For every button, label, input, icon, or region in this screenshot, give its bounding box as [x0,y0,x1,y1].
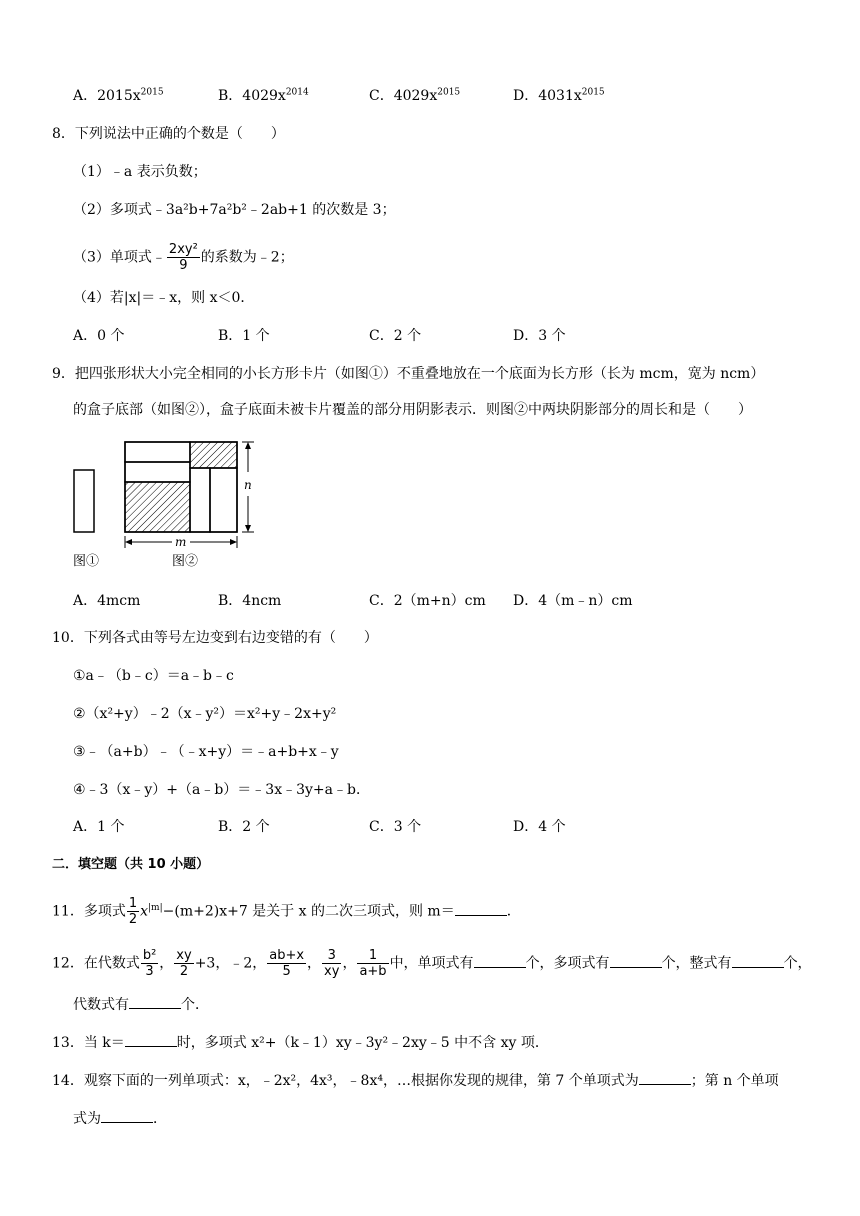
fig2-shade-top-right [190,442,237,468]
q8-s3-prefix: （3）单项式﹣ [73,249,166,266]
fig2-card-top1 [125,442,190,462]
section-heading: 二．填空题（共 10 小题） [52,857,210,872]
q10-option-a: A．1 个 [73,819,125,835]
q9-stem-line2: 的盒子底部（如图②），盒子底面未被卡片覆盖的部分用阴影表示．则图②中两块阴影部分的周长和是（ ） [73,402,752,418]
q9-figure [68,436,268,558]
q10-expr-3: ③﹣（a+b）﹣（﹣x+y）＝﹣a+b+x﹣y [73,744,339,760]
q10-expr-4: ④﹣3（x﹣y）+（a﹣b）＝﹣3x﹣3y+a﹣b． [73,782,370,798]
q10-expr-1: ①a﹣（b﹣c）＝a﹣b﹣c [73,668,234,684]
q12-line1: 12．在代数式 $\frac{\text{b²}}{3}$ ， $\frac{xy}{2}$ +3，﹣2， $\frac{ab+x}{5}$ ， $\frac{3}{xy}$ ， $\frac{1}{a+b}$ 中，单项式有 个，多项式有 个，整式有 个， [52,948,812,979]
q12-blank-2[interactable] [610,953,662,968]
n-label: n [244,478,252,492]
fig2-label: 图② [172,554,199,569]
q7-option-a: A．$2015x^{2015}$ [73,87,164,104]
q8-s3-fraction: $\frac{\text{2xy²}}{9}$ [168,242,198,273]
q8-statement-1: （1）﹣a 表示负数； [73,164,207,180]
q8-option-b: B．1 个 [218,328,270,344]
q11-answer-blank[interactable] [455,901,507,916]
q13: 13．当 k＝ 时，多项式 x²+（k﹣1）xy﹣3y²﹣2xy﹣5 中不含 xy 项． [52,1032,549,1053]
q14-blank-2[interactable] [101,1108,153,1123]
q7-option-b: B．$4029x^{2014}$ [218,87,309,104]
q7-option-d: D．$4031x^{2015}$ [513,87,605,104]
q8-statement-4: （4）若|x|＝﹣x，则 x＜0． [73,290,255,306]
fig2-card-top2 [125,462,190,482]
m-label: m [175,535,187,549]
q10-stem: 10．下列各式由等号左边变到右边变错的有（ ） [52,630,378,646]
q10-expr-2: ②（x²+y）﹣2（x﹣y²）＝x²+y﹣2x+y² [73,706,337,722]
fig2-shade-bottom-left [125,482,190,532]
q9-option-d: D．4（m﹣n）cm [513,593,633,609]
q9-option-c: C．2（m+n）cm [369,593,486,609]
q10-option-b: B．2 个 [218,819,270,835]
q12-blank-1[interactable] [474,953,526,968]
fig2-card-v1 [190,468,210,532]
q12-blank-3[interactable] [732,953,784,968]
q14-line1: 14．观察下面的一列单项式：x，﹣2x²，4x³，﹣8x⁴，…根据你发现的规律，第 7 个单项式为 ；第 n 个单项 [52,1070,779,1091]
q13-answer-blank[interactable] [125,1032,177,1047]
fig1-label: 图① [73,554,100,569]
q12-blank-4[interactable] [129,994,181,1009]
q9-stem-line1: 9．把四张形状大小完全相同的小长方形卡片（如图①）不重叠地放在一个底面为长方形（长为 mcm，宽为 ncm） [52,366,765,382]
q14-line2: 式为 ． [73,1108,167,1129]
q8-statement-3 [73,242,294,273]
q11: 11．多项式 $\frac{1}{2}$ $x^{|m|}-(m+2)x+7$ 是关于 x 的二次三项式，则 m＝ ． [52,896,521,927]
fig2-card-v2 [210,468,237,532]
q8-s3-suffix: 的系数为﹣2； [200,249,294,266]
q10-option-d: D．4 个 [513,819,566,835]
q8-option-c: C．2 个 [369,328,422,344]
q8-option-d: D．3 个 [513,328,566,344]
q10-option-c: C．3 个 [369,819,422,835]
q12-line2: 代数式有 个． [73,994,209,1015]
q8-statement-2: （2）多项式﹣3a²b+7a²b²﹣2ab+1 的次数是 3； [73,202,396,218]
fig1-card [74,470,94,532]
q9-option-b: B．4ncm [218,593,282,609]
q8-option-a: A．0 个 [73,328,125,344]
q14-blank-1[interactable] [639,1070,691,1085]
q9-option-a: A．4mcm [73,593,141,609]
q7-option-c: C．$4029x^{2015}$ [369,87,461,104]
q11-fraction: $\frac{1}{2}$ [128,896,138,927]
q8-stem: 8．下列说法中正确的个数是（ ） [52,126,285,142]
